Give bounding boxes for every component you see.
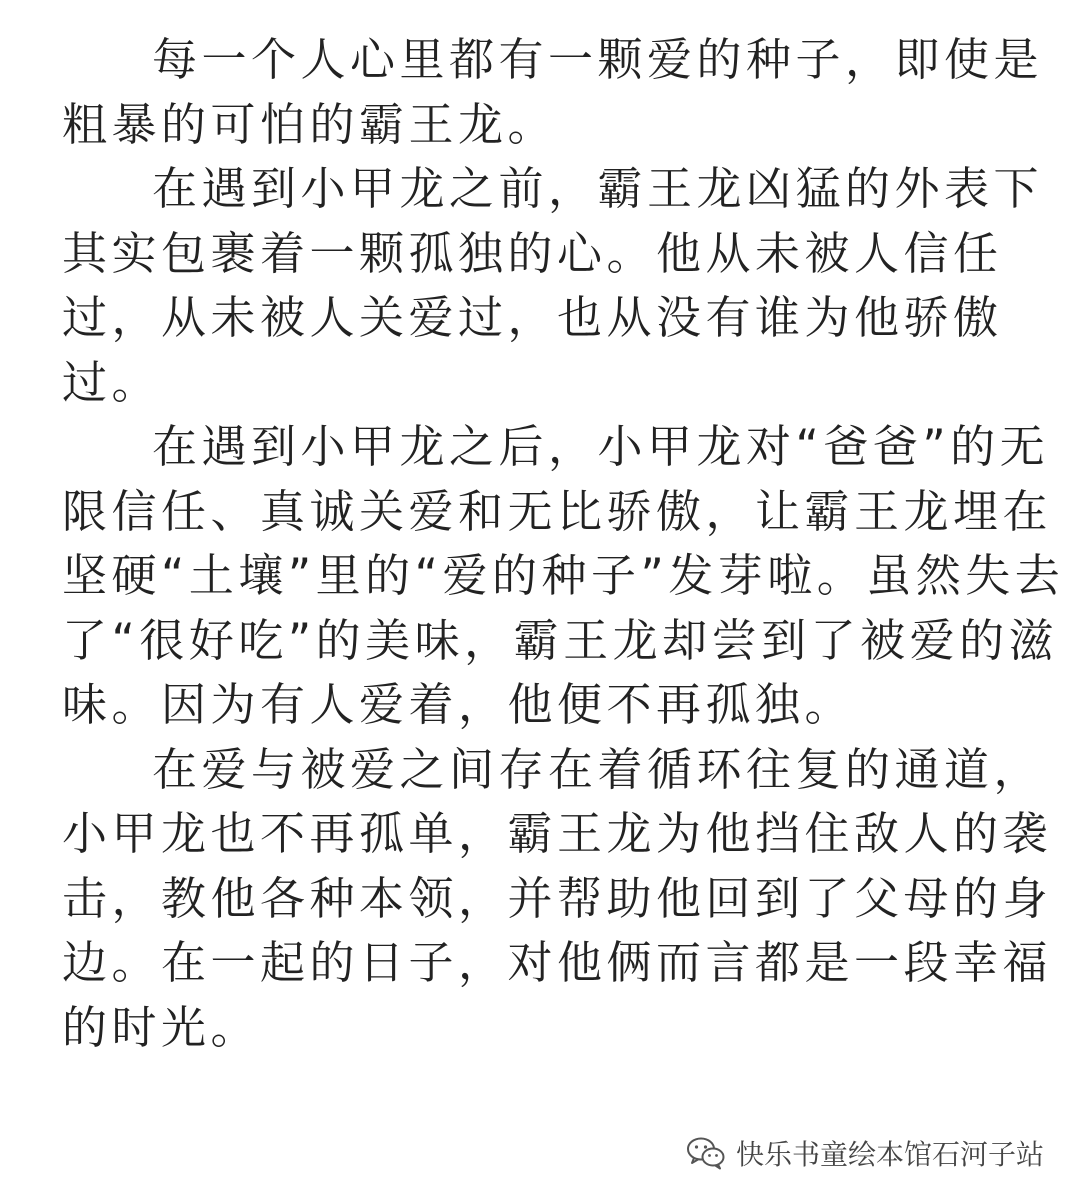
paragraph-4-line-5: 的时光。 <box>62 1000 261 1054</box>
paragraph-2-line-1: 在遇到小甲龙之前，霸王龙凶猛的外表下 <box>152 162 1044 215</box>
paragraph-2-line-4: 过。 <box>62 355 162 409</box>
paragraph-4-line-3: 击，教他各种本领，并帮助他回到了父母的身 <box>62 871 1053 925</box>
paragraph-3-line-4: 了“很好吃”的美味，霸王龙却尝到了被爱的滋 <box>62 613 1059 667</box>
paragraph-3-line-5: 味。因为有人爱着，他便不再孤独。 <box>62 678 855 731</box>
paragraph-2-line-3: 过，从未被人关爱过，也从没有谁为他骄傲 <box>62 291 1003 344</box>
paragraph-3-line-2: 限信任、真诚关爱和无比骄傲，让霸王龙埋在 <box>62 484 1053 538</box>
paragraph-4-line-2: 小甲龙也不再孤单，霸王龙为他挡住敌人的袭 <box>62 807 1053 860</box>
paragraph-3-line-3: 坚硬“土壤”里的“爱的种子”发芽啦。虽然失去 <box>62 549 1065 602</box>
paragraph-4-line-4: 边。在一起的日子，对他俩而言都是一段幸福 <box>62 936 1053 989</box>
paragraph-1-line-2: 粗暴的可怕的霸王龙。 <box>62 97 558 151</box>
watermark <box>686 1133 1044 1173</box>
paragraph-4-line-1: 在爱与被爱之间存在着循环往复的通道， <box>152 742 1044 796</box>
wechat-icon <box>686 1136 726 1170</box>
paragraph-2-line-2: 其实包裹着一颗孤独的心。他从未被人信任 <box>62 226 1003 280</box>
paragraph-1-line-1: 每一个人心里都有一颗爱的种子，即使是 <box>152 33 1044 86</box>
watermark-text: 快乐书童绘本馆石河子站 <box>735 1138 1044 1171</box>
paragraph-3-line-1: 在遇到小甲龙之后，小甲龙对“爸爸”的无 <box>152 420 1050 473</box>
article-body <box>62 28 1065 1060</box>
